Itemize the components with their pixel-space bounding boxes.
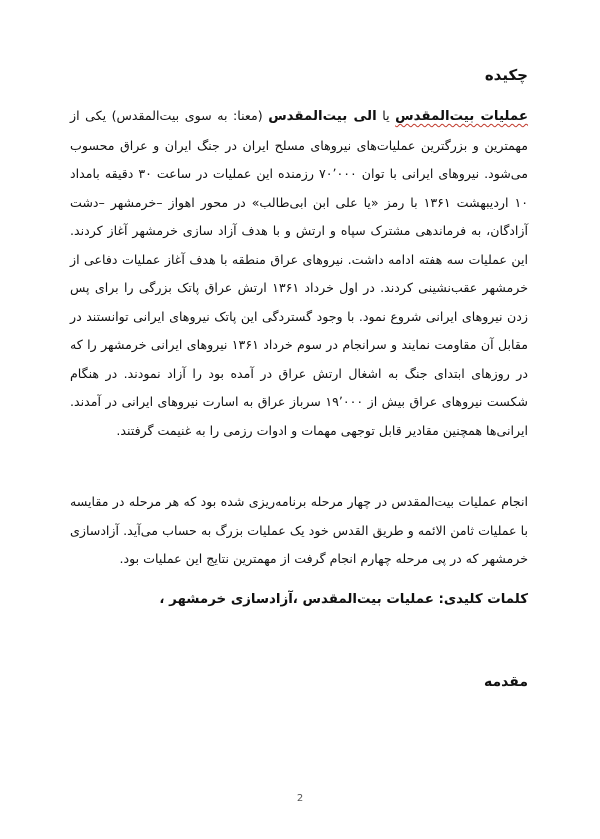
introduction-heading: مقدمه — [484, 674, 528, 690]
keywords-line: کلمات کلیدی: عملیات بیت‌المقدس ،آزادسازی خرمشهر ، — [159, 592, 528, 607]
connector-text: یا — [376, 108, 396, 123]
abstract-heading: چکیده — [484, 66, 528, 84]
page-number: 2 — [296, 793, 304, 804]
operation-alt-name: الی بیت‌المقدس — [268, 109, 377, 124]
abstract-body-text: (معنا: به سوی بیت‌المقدس) یکی از مهمترین و بزرگترین عملیات‌های نیروهای مسلح ایران در جنگ ایران و عراق محسوب می‌شود. نیروهای ایرانی با توان ۷۰٬۰۰۰ رزمنده این عملیات در ساعت ۳۰ دقیقه بامداد ۱۰ اردیبهشت ۱۳۶۱ با رمز «یا علی ابن ابی‌طالب» در محور اهواز –خرمشهر –دشت آزادگان، به فرماندهی مشترک سپاه و ارتش و با هدف آزاد سازی خرمشهر آغاز کردند. این عملیات سه هفته ادامه داشت. نیروهای عراق منطقه با هدف آغاز عملیات دفاعی از خرمشهر عقب‌نشینی کردند. در اول خرداد ۱۳۶۱ ارتش عراق پاتک بزرگی را برای پس زدن نیروهای ایرانی شروع نمود. با وجود گستردگی این پاتک نیروهای ایرانی توانستند در مقابل آن مقاومت نمایند و سرانجام در سوم خرداد ۱۳۶۱ نیروهای ایرانی خرمشهر را که در روزهای ابتدای جنگ به اشغال ارتش عراق در آمده بود را آزاد نمودند. در هنگام شکست نیروهای عراق بیش از ۱۹٬۰۰۰ سرباز عراق به اسارت نیروهای ایرانی در آمدند. ایرانی‌ها همچنین مقادیر قابل توجهی مهمات و ادوات رزمی را به غنیمت گرفتند. — [70, 108, 529, 438]
operation-name: عملیات بیت‌المقدس — [395, 109, 529, 124]
abstract-paragraph-1 — [70, 102, 528, 445]
abstract-paragraph-2: انجام عملیات بیت‌المقدس در چهار مرحله برنامه‌ریزی شده بود که هر مرحله در مقایسه با عملیات ثامن الائمه و طریق القدس خود یک عملیات بزرگ به حساب می‌آید. آزادسازی خرمشهر که در پی مرحله چهارم انجام گرفت از مهمترین نتایج این عملیات بود. — [70, 494, 528, 566]
